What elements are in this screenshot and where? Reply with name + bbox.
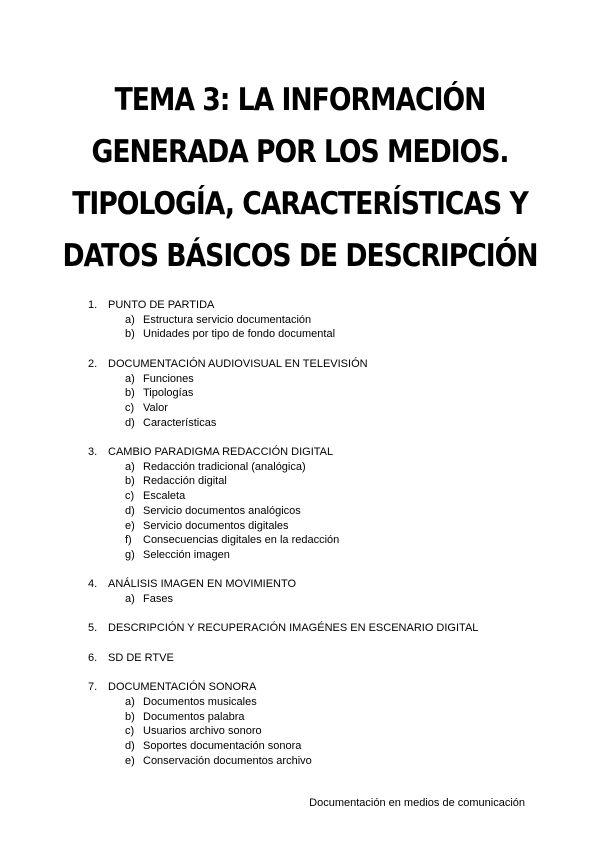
- subsection-list: [125, 695, 588, 769]
- list-item-marker: a): [125, 372, 135, 385]
- list-item: [125, 739, 588, 754]
- list-item: [125, 504, 588, 519]
- list-item-marker: a): [125, 695, 135, 708]
- list-item-marker: e): [125, 754, 135, 767]
- outline-section: [88, 651, 588, 666]
- list-item-marker: c): [125, 490, 135, 503]
- list-item: [125, 533, 588, 548]
- outline-section: [88, 357, 588, 431]
- list-item-marker: c): [125, 401, 135, 414]
- section-title: DESCRIPCIÓN Y RECUPERACIÓN IMAGÉNES EN ESCENARIO DIGITAL: [108, 622, 479, 635]
- list-item: [125, 327, 588, 342]
- section-number: 7.: [88, 681, 98, 694]
- title-line: GENERADA POR LOS MEDIOS.: [91, 134, 509, 170]
- list-item-marker: a): [125, 460, 135, 473]
- section-heading: [88, 357, 588, 372]
- list-item: [125, 695, 588, 710]
- list-item-text: Escaleta: [143, 490, 186, 503]
- list-item: [125, 474, 588, 489]
- list-item-marker: b): [125, 710, 135, 723]
- list-item: [125, 386, 588, 401]
- list-item: [125, 519, 588, 534]
- outline-section: [88, 445, 588, 563]
- subsection-list: [125, 372, 588, 431]
- list-item: [125, 313, 588, 328]
- list-item-text: Unidades por tipo de fondo documental: [143, 328, 336, 341]
- list-item-text: Valor: [143, 401, 168, 414]
- list-item: [125, 489, 588, 504]
- list-item-marker: g): [125, 548, 135, 561]
- title-line: DATOS BÁSICOS DE DESCRIPCIÓN: [62, 238, 538, 274]
- list-item-text: Documentos musicales: [143, 695, 257, 708]
- section-number: 2.: [88, 357, 98, 370]
- list-item-marker: f): [125, 534, 132, 547]
- list-item-text: Redacción digital: [143, 475, 227, 488]
- list-item-marker: d): [125, 504, 135, 517]
- section-title: DOCUMENTACIÓN SONORA: [108, 681, 257, 694]
- list-item-marker: d): [125, 416, 135, 429]
- section-title: ANÁLISIS IMAGEN EN MOVIMIENTO: [108, 578, 297, 591]
- section-heading: [88, 621, 588, 636]
- list-item-marker: e): [125, 519, 135, 532]
- subsection-list: [125, 313, 588, 342]
- section-number: 3.: [88, 446, 98, 458]
- outline-section: [88, 621, 588, 636]
- list-item: [125, 416, 588, 431]
- list-item: [125, 460, 588, 475]
- list-item-text: Documentos palabra: [143, 710, 245, 723]
- list-item-marker: a): [125, 593, 135, 606]
- list-item: [125, 401, 588, 416]
- list-item-marker: b): [125, 328, 135, 341]
- section-number: 6.: [88, 651, 98, 664]
- list-item-text: Soportes documentación sonora: [143, 740, 302, 752]
- section-number: 1.: [88, 299, 98, 311]
- title-line: TIPOLOGÍA, CARACTERÍSTICAS Y: [72, 186, 528, 222]
- list-item-marker: b): [125, 475, 135, 488]
- section-title: SD DE RTVE: [108, 651, 174, 664]
- list-item-text: Conservación documentos archivo: [143, 754, 312, 767]
- section-title: DOCUMENTACIÓN AUDIOVISUAL EN TELEVISIÓN: [108, 357, 368, 370]
- section-number: 5.: [88, 622, 98, 635]
- list-item: [125, 592, 588, 607]
- section-heading: [88, 445, 588, 460]
- subsection-list: [125, 460, 588, 563]
- list-item-marker: b): [125, 387, 135, 400]
- section-title: PUNTO DE PARTIDA: [108, 299, 215, 311]
- list-item: [125, 372, 588, 387]
- list-item-marker: d): [125, 740, 135, 752]
- list-item-text: Funciones: [143, 372, 194, 385]
- outline-section: [88, 298, 588, 342]
- page-title: [42, 74, 558, 282]
- list-item: [125, 724, 588, 739]
- list-item-text: Tipologías: [143, 387, 194, 400]
- list-item-text: Fases: [143, 593, 173, 606]
- page-footer: Documentación en medios de comunicación: [309, 797, 525, 809]
- table-of-contents: [88, 298, 588, 783]
- list-item-text: Estructura servicio documentación: [143, 313, 312, 326]
- outline-section: [88, 680, 588, 768]
- section-heading: [88, 680, 588, 695]
- subsection-list: [125, 592, 588, 607]
- section-number: 4.: [88, 578, 98, 591]
- list-item-text: Servicio documentos analógicos: [143, 504, 301, 517]
- section-heading: [88, 651, 588, 666]
- list-item-marker: a): [125, 313, 135, 326]
- list-item-text: Características: [143, 416, 217, 429]
- list-item-text: Selección imagen: [143, 548, 230, 561]
- title-line: TEMA 3: LA INFORMACIÓN: [114, 82, 486, 118]
- list-item-text: Consecuencias digitales en la redacción: [143, 534, 340, 547]
- outline-section: [88, 577, 588, 606]
- list-item: [125, 710, 588, 725]
- list-item-text: Servicio documentos digitales: [143, 519, 289, 532]
- list-item: [125, 754, 588, 769]
- list-item-text: Redacción tradicional (analógica): [143, 460, 306, 473]
- list-item: [125, 548, 588, 563]
- section-heading: [88, 298, 588, 313]
- list-item-text: Usuarios archivo sonoro: [143, 725, 262, 738]
- section-title: CAMBIO PARADIGMA REDACCIÓN DIGITAL: [108, 446, 334, 458]
- section-heading: [88, 577, 588, 592]
- list-item-marker: c): [125, 725, 135, 738]
